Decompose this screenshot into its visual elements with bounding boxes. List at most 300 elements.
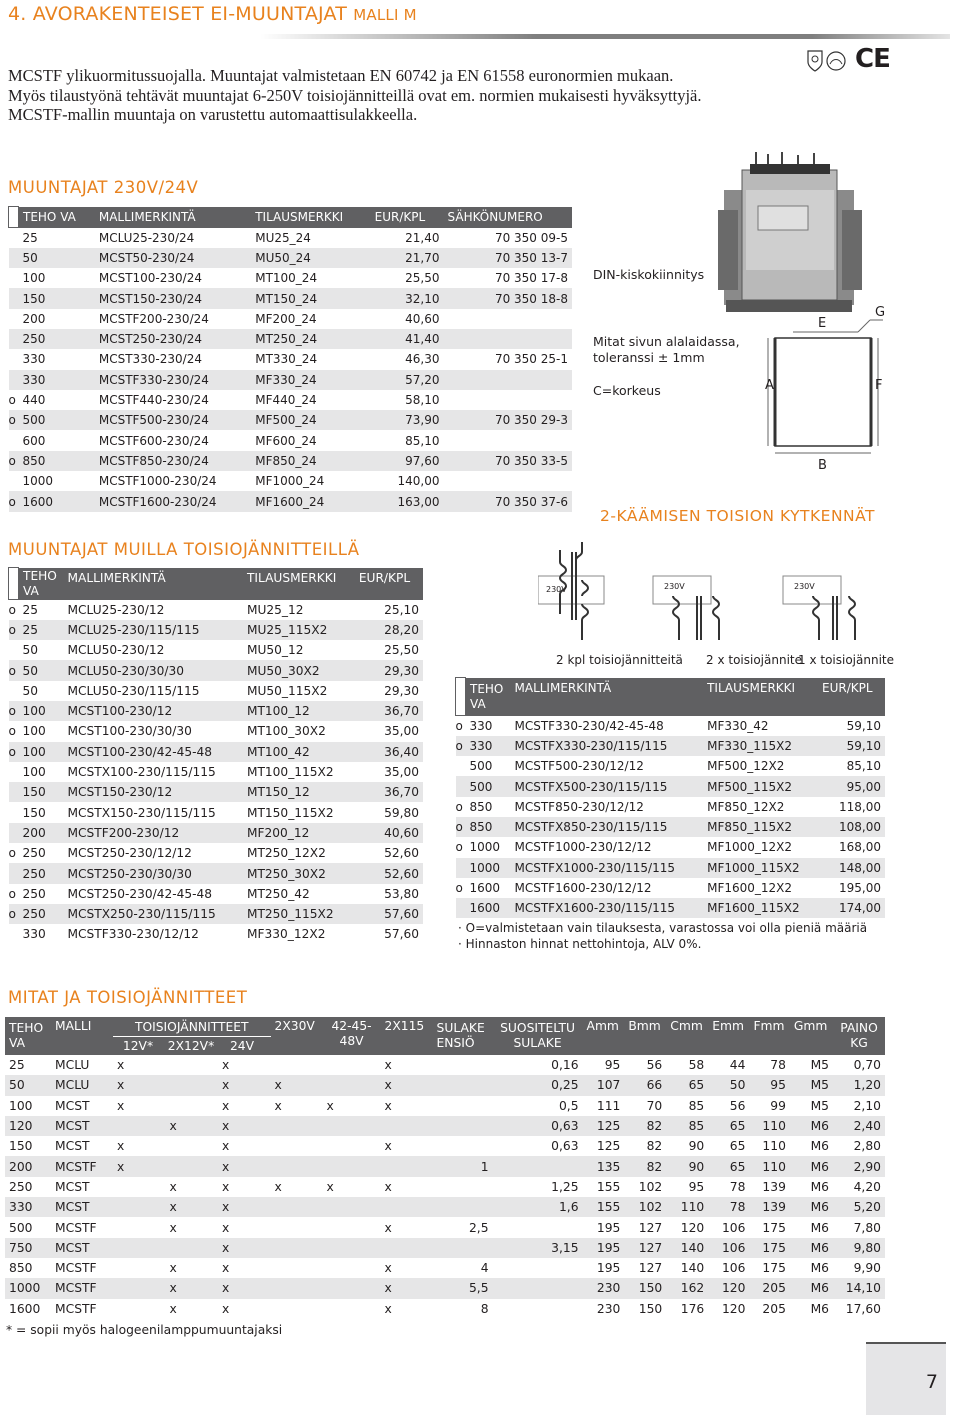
cell: MCST [55,1139,90,1154]
cell [493,1278,583,1298]
cell: x [384,1179,392,1194]
col-2x12v: 2X12V* [167,1038,215,1053]
cell [166,1136,219,1156]
cell: 1,6 [558,1200,579,1215]
cell: MF1000_24 [255,474,325,489]
cell: 70 350 33-5 [494,453,568,468]
cell: 35,00 [384,724,419,739]
cell [323,1217,381,1237]
cell: x [274,1179,282,1194]
col-teho: TEHO VA [5,1017,51,1055]
cell: 1000 [469,840,501,855]
cell: 107 [596,1078,621,1093]
cell: x [326,1098,334,1113]
cell: 58,10 [405,393,440,408]
cell: 135 [596,1159,621,1174]
table4-row [5,1116,885,1136]
cell [9,430,19,450]
cell: x [222,1139,230,1154]
table1-row [9,370,573,390]
cell [323,1258,381,1278]
wiring-label-1: 230V [546,585,567,594]
cell: M6 [810,1139,829,1154]
table1-row [9,451,573,471]
cell: MCSTF330-230/42-45-48 [514,718,664,733]
cell: MCSTFX1000-230/115/115 [514,860,675,875]
col-eur: EUR/KPL [371,207,444,228]
cell [271,1116,323,1136]
cell: MU25_12 [246,602,304,617]
cell: MT100_115X2 [246,765,334,780]
cell: o [455,820,463,835]
cell: x [384,1139,392,1154]
cell: 8 [480,1301,489,1316]
cell [271,1156,323,1176]
cell: 0,16 [551,1058,579,1073]
cell: MF850_12X2 [707,799,785,814]
cell: 25,50 [384,643,419,658]
table2-row [9,742,424,762]
cell: 1600 [22,494,54,509]
cell [433,1055,493,1075]
col-eur: EUR/KPL [818,678,885,716]
cell [444,370,572,390]
cell: MCLU [55,1078,90,1093]
wiring-caption-1: 2 kpl toisiojännitteitä [556,653,683,667]
table4-row [5,1136,885,1156]
cell: 56 [729,1098,746,1113]
cell: 32,10 [405,291,440,306]
cell: 70 350 18-8 [494,291,568,306]
cell: MU50_12 [246,643,304,658]
cell: M5 [810,1098,829,1113]
cell: MF330_115X2 [707,738,793,753]
cell: 140 [680,1261,705,1276]
cell: MCST250-230/12/12 [67,846,192,861]
cell: 82 [646,1139,663,1154]
table4-row [5,1197,885,1217]
cell [444,309,572,329]
cell: 82 [646,1159,663,1174]
table2-title: MUUNTAJAT MUILLA TOISIOJÄNNITTEILLÄ [8,540,360,559]
cell [9,782,19,802]
cell [323,1136,381,1156]
cell: o [8,453,16,468]
cell: x [384,1261,392,1276]
cell: 440 [22,393,46,408]
cell: x [274,1078,282,1093]
cell: MCSTF330-230/12/12 [67,927,199,942]
cell [9,349,19,369]
cell: 175 [762,1261,786,1276]
cell: MCSTF [55,1281,97,1296]
cell: M6 [810,1281,829,1296]
note-1: · O=valmistetaan vain tilauksesta, varastossa voi olla pieniä määriä [458,921,868,935]
cell: MCSTF200-230/24 [98,311,209,326]
cell: MT250_12X2 [246,846,326,861]
cell: MCSTF330-230/24 [98,372,209,387]
cell: 90 [688,1159,705,1174]
cell: 140 [680,1240,705,1255]
cell [433,1075,493,1095]
cell: 70 350 25-1 [494,352,568,367]
cell: o [455,738,463,753]
cell: 65 [729,1159,746,1174]
cell: 35,00 [384,765,419,780]
table2-row [9,863,424,883]
cell: 500 [22,413,46,428]
dim-e: E [818,316,827,331]
cell: MCST100-230/42-45-48 [67,744,213,759]
cell: o [8,744,16,759]
cell: 100 [22,704,46,719]
table3-row [456,716,886,736]
cell: 97,60 [405,453,440,468]
table1-row [9,471,573,491]
cell: 65 [688,1078,705,1093]
cell: 52,60 [384,846,419,861]
cell: MT150_24 [255,291,318,306]
table3-row [456,756,886,776]
cell [9,471,19,491]
cell: MCLU50-230/12 [67,643,165,658]
cell: 28,20 [384,622,419,637]
cell [456,776,466,796]
cell: 330 [22,372,46,387]
cell: MCST100-230/30/30 [67,724,192,739]
note-2: · Hinnaston hinnat nettohintoja, ALV 0%. [458,937,702,951]
cell: 73,90 [405,413,440,428]
cell: 600 [22,433,46,448]
dim-a: A [765,378,774,393]
table4-title: MITAT JA TOISIOJÄNNITTEET [8,988,248,1007]
table2-row [9,924,424,944]
cell: 200 [22,311,46,326]
table4-row [5,1096,885,1116]
title-divider [260,34,950,39]
cell: 1000 [22,474,54,489]
cell [113,1299,166,1319]
cell: MF500_24 [255,413,317,428]
cell: 50 [22,683,39,698]
cell: 111 [596,1098,621,1113]
cell: x [384,1078,392,1093]
cell: 25 [22,622,39,637]
cell: 95 [770,1078,786,1093]
cell [9,924,19,944]
cell: 2,90 [853,1159,881,1174]
cell [323,1055,381,1075]
cell [9,370,19,390]
cell: x [222,1058,230,1073]
cell: 3,15 [551,1240,579,1255]
table4-row [5,1299,885,1319]
cell: M6 [810,1179,829,1194]
cell: o [8,413,16,428]
cell: 176 [680,1301,705,1316]
cell: 250 [22,886,46,901]
cell: MF330_42 [707,718,769,733]
cell: 70 350 09-5 [494,230,568,245]
ce-mark: CE [855,44,890,74]
cell: M6 [810,1200,829,1215]
cell: 108,00 [839,820,881,835]
intro-text: MCSTF ylikuormitussuojalla. Muuntajat valmistetaan EN 60742 ja EN 61558 euronormien mukaan. Myös tilaustyönä tehtävät muuntajat 6-250V toisiojännitteillä ovat em. normien mukaisesti hyväksyttyjä. MCSTF-mallin muuntaja on varustettu automaattisulakkeella. [8,66,702,124]
table2-row [9,660,424,680]
table1-row [9,410,573,430]
cell: 1,25 [551,1179,579,1194]
cell: 46,30 [405,352,440,367]
cell: MF500_115X2 [707,779,793,794]
col-2x30v: 2X30V [271,1017,323,1055]
cell: MCSTF600-230/24 [98,433,209,448]
col-eur: EUR/KPL [355,568,423,600]
cell [9,248,19,268]
cell: MCST250-230/30/30 [67,866,192,881]
cell [456,898,466,918]
cell: x [169,1261,177,1276]
cell: MCSTF1600-230/12/12 [514,881,652,896]
cell: 5,5 [468,1281,489,1296]
cell: 250 [22,866,46,881]
mitat-note-2: toleranssi ± 1mm [593,350,705,365]
cell: MF1000_115X2 [707,860,800,875]
cell: 25,50 [405,271,440,286]
cell: MU25_115X2 [246,622,328,637]
cell: MT250_30X2 [246,866,326,881]
cell: 106 [721,1240,746,1255]
cell: MCST [55,1200,90,1215]
cell: 200 [22,825,46,840]
cell: 95 [604,1058,621,1073]
cell: 195 [596,1220,621,1235]
cell: o [8,622,16,637]
cell: 1600 [9,1301,41,1316]
cell: 110 [762,1119,786,1134]
cell: 120 [721,1281,746,1296]
cell: 168,00 [839,840,881,855]
cell: o [8,602,16,617]
cell: 52,60 [384,866,419,881]
table1-row [9,390,573,410]
wiring-label-2: 230V [664,582,685,591]
cell: MF200_12 [246,825,310,840]
cell: 110 [680,1200,705,1215]
table4-row [5,1075,885,1095]
cell: 100 [9,1098,33,1113]
dim-f: F [875,378,883,393]
table2-row [9,721,424,741]
cell: 2,5 [468,1220,489,1235]
cell [444,471,572,491]
cell: MT250_42 [246,886,310,901]
cell: MT100_24 [255,271,318,286]
col-teho: TEHO VA [19,207,95,228]
cell: o [8,393,16,408]
cell: 70 350 37-6 [494,494,568,509]
cell: 250 [9,1179,33,1194]
page-number-box [866,1342,946,1415]
cell: x [384,1220,392,1235]
cell: 118,00 [839,799,881,814]
cell: 1600 [469,881,501,896]
cell [456,756,466,776]
cell [166,1075,219,1095]
cell: MF850_24 [255,453,317,468]
cell: 230 [596,1301,621,1316]
table2-row [9,681,424,701]
col-tilaus: TILAUSMERKKI [243,568,355,600]
cell: MT150_115X2 [246,805,334,820]
cell: 205 [762,1301,786,1316]
cell: MF200_24 [255,311,317,326]
cell: 9,90 [853,1261,881,1276]
cell: 36,70 [384,785,419,800]
col-teho: TEHO VA [19,568,64,600]
table2-row [9,782,424,802]
cell: x [326,1179,334,1194]
cell [9,329,19,349]
cell: MCLU25-230/12 [67,602,165,617]
cell: x [169,1200,177,1215]
cell: MCSTF1000-230/24 [98,474,217,489]
table1-row [9,329,573,349]
cell: x [169,1220,177,1235]
title-sub: MALLI M [353,6,417,24]
cell: 5,20 [853,1200,881,1215]
cell [323,1299,381,1319]
table2-row [9,620,424,640]
table3-row [456,736,886,756]
table4 [5,1017,885,1319]
cell: o [455,718,463,733]
cell: x [222,1098,230,1113]
cell: 50 [9,1078,25,1093]
col-emm: Emm [708,1017,749,1055]
cell: 0,63 [551,1139,579,1154]
cell [113,1238,166,1258]
table3-row [456,878,886,898]
cell [271,1217,323,1237]
cell [9,268,19,288]
cell: 195,00 [839,881,881,896]
cell: 1,20 [853,1078,881,1093]
cell: MCST50-230/24 [98,250,195,265]
cell [166,1238,219,1258]
cell [166,1156,219,1176]
cell: x [169,1119,177,1134]
cell: MCSTX150-230/115/115 [67,805,216,820]
col-24v: 24V [229,1038,255,1053]
cell: MCSTX100-230/115/115 [67,765,216,780]
din-note: DIN-kiskokiinnitys [593,267,705,282]
cell: M6 [810,1240,829,1255]
col-paino: PAINO KG [833,1017,885,1055]
cell: M6 [810,1261,829,1276]
page-title [8,3,417,25]
cell: x [222,1200,230,1215]
cell: MF330_24 [255,372,317,387]
cell [433,1096,493,1116]
cell: 85 [688,1098,705,1113]
cell: 53,80 [384,886,419,901]
table1-row [9,430,573,450]
cell [271,1136,323,1156]
cell: 36,70 [384,704,419,719]
cell [271,1197,323,1217]
cell: 120 [721,1301,746,1316]
table2-row [9,884,424,904]
table3 [455,677,885,918]
cell [166,1055,219,1075]
table1-row [9,248,573,268]
cell: MCST100-230/24 [98,271,202,286]
col-ensio: SULAKE ENSIÖ [433,1017,493,1055]
cell: 17,60 [845,1301,881,1316]
cell: 100 [22,724,46,739]
cell: 330 [9,1200,33,1215]
table1-title: MUUNTAJAT 230V/24V [8,178,199,197]
cell: MCSTF440-230/24 [98,393,209,408]
cell [113,1258,166,1278]
cell: 139 [762,1200,786,1215]
cell: MCLU [55,1058,90,1073]
table4-header [5,1017,885,1055]
cell [381,1197,433,1217]
cell: 7,80 [853,1220,881,1235]
cell: MU50_115X2 [246,683,328,698]
col-sahkonumero: SÄHKÖNUMERO [444,207,572,228]
cell: 110 [762,1159,786,1174]
cell: x [222,1240,230,1255]
cell: 70 [646,1098,663,1113]
cell [433,1238,493,1258]
cell [493,1299,583,1319]
col-tilaus: TILAUSMERKKI [703,678,818,716]
cell: 4,20 [853,1179,881,1194]
cell: 57,60 [384,927,419,942]
cell: MT250_24 [255,332,318,347]
cell [9,288,19,308]
cell [433,1177,493,1197]
cell: x [222,1220,230,1235]
wiring-diagrams [538,540,958,649]
cell: 56 [646,1058,663,1073]
col-12v: 12V* [122,1038,154,1053]
col-fmm: Fmm [749,1017,789,1055]
cell: 14,10 [845,1281,881,1296]
cell [381,1116,433,1136]
cell: x [222,1078,230,1093]
cell: 78 [729,1179,746,1194]
footnote: * = sopii myös halogeenilamppumuuntajaksi [6,1323,283,1337]
cell: 250 [22,846,46,861]
cell: o [455,799,463,814]
cell: 29,30 [384,663,419,678]
cell [166,1096,219,1116]
cell: 250 [22,332,46,347]
cell: x [117,1058,125,1073]
cell: MCST [55,1179,90,1194]
cell [271,1238,323,1258]
cell: x [274,1098,282,1113]
cell: 110 [762,1139,786,1154]
cell: 9,80 [853,1240,881,1255]
cell: o [455,840,463,855]
cell: 0,70 [853,1058,881,1073]
cell: 99 [770,1098,786,1113]
cell: MCSTF200-230/12 [67,825,180,840]
